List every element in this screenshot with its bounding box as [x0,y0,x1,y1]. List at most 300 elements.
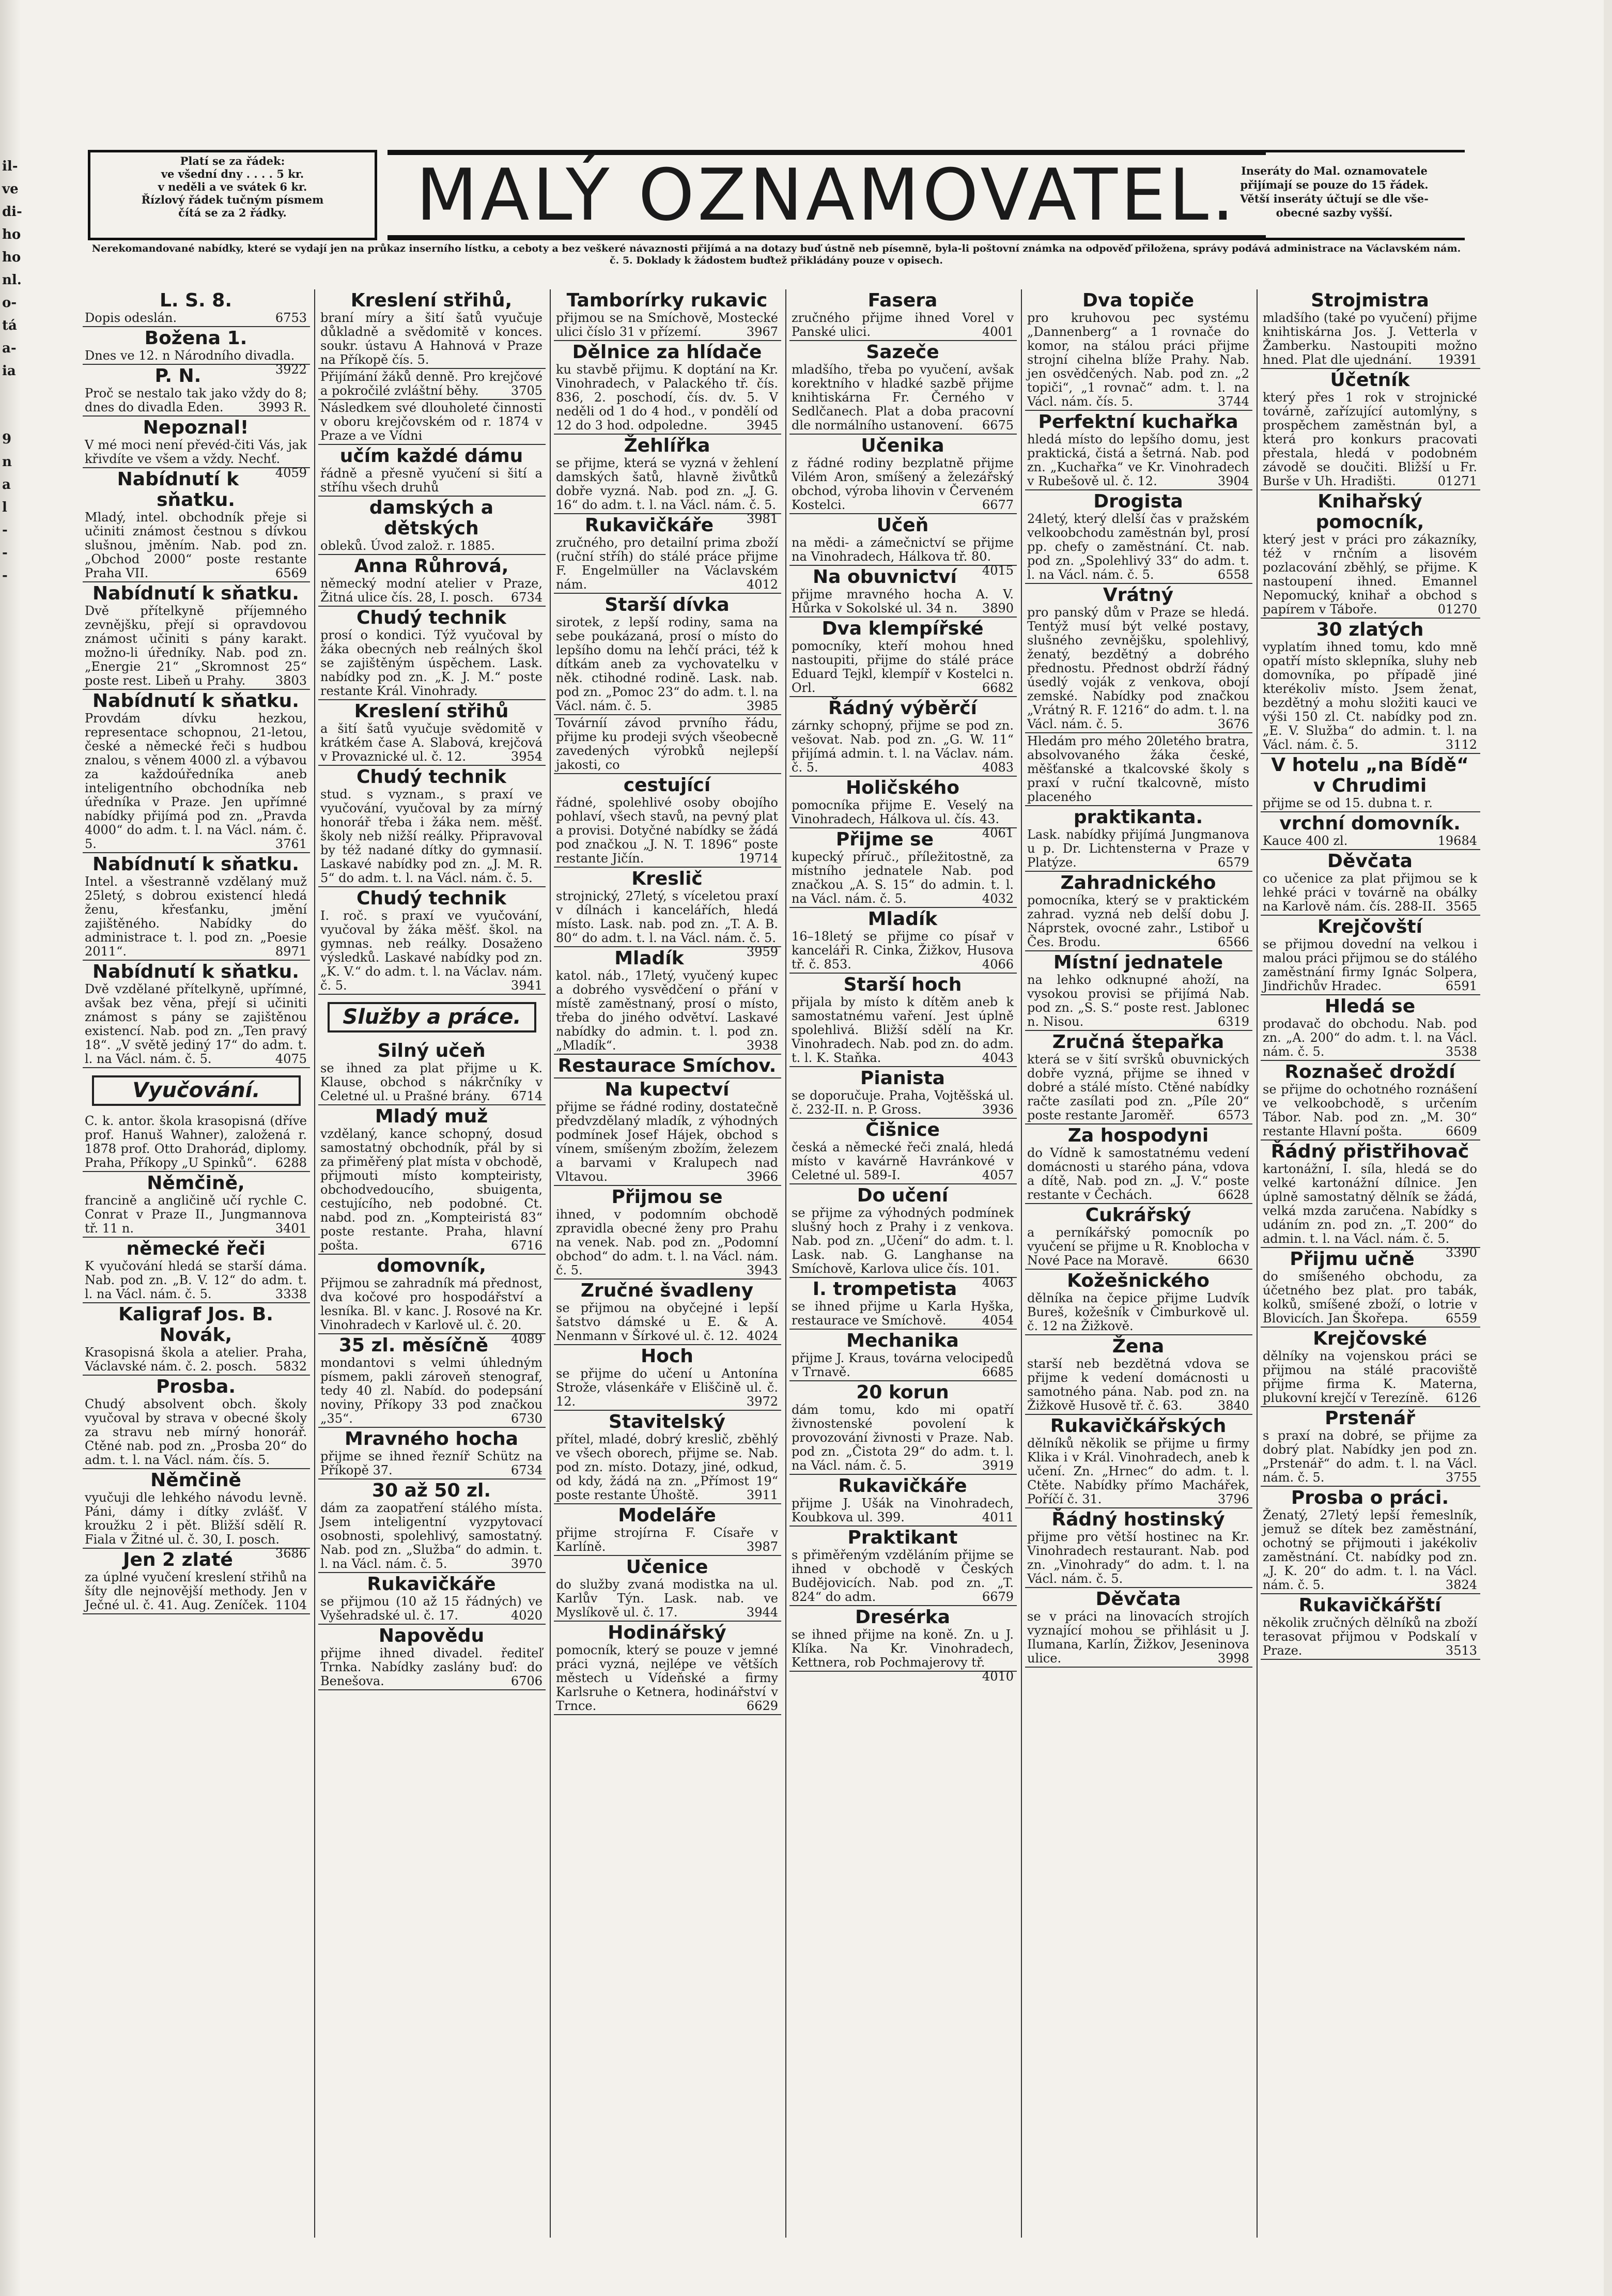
ad-body [556,311,778,339]
ad-number: 6559 [1445,1311,1477,1326]
ad-body [556,1578,778,1620]
column-rule [314,289,315,2238]
classified-ad [318,497,546,555]
ad-body [1263,311,1477,367]
ad-headline: Kaligraf Jos. B. Novák, [118,1304,273,1346]
ad-body [1027,512,1249,582]
ad-headline: Drogista [1093,491,1183,512]
ad-text: Přijímání žáků denně. Pro krejčové a pokročilé zvláštní běhy. [320,369,542,398]
ad-headline: vrchní domovník. [1279,813,1461,834]
ad-number: 3890 [982,601,1014,615]
ad-text: přijmou se na Smíchově, Mostecké ulici číslo 31 v přízemí. [556,311,778,339]
column-rule [785,289,786,2238]
ad-headline: Do učení [857,1185,949,1206]
ad-headline: Němčině [150,1470,241,1491]
ad-body [556,1432,778,1502]
ad-headline: Rukavičkáře [838,1475,967,1497]
ad-headline: Hodinářský [608,1622,726,1643]
ad-text: který jest v práci pro zákazníky, též v rnčním a lisovém pozlacování zběhlý, se přijme. K nastoupení ihned. Emannel Nepomucký, knihař a obchod s papírem v Táboře. [1263,532,1477,617]
ad-body [792,363,1014,433]
classified-ad [789,1527,1017,1606]
margin-fragment: tá [2,318,17,333]
ad-headline: Hoch [641,1346,693,1367]
ad-headline: učím každé dámu [339,445,523,467]
ad-headline: Fasera [867,290,938,311]
ad-number: 3686 [275,1546,307,1561]
ad-text: a šití šatů vyučuje svědomitě v krátkém čase A. Slabová, krejčová v Provaznické ul. č. 12. [320,721,542,764]
ad-text: dělníka na čepice přijme Ludvík Bureš, kožešník v Čimburkově ul. č. 12 na Žižkově. [1027,1291,1249,1333]
ad-headline: Anna Růhrová, [354,556,509,577]
ad-text: stud. s vyznam., s praxí ve vyučování, vyučoval by za mírný honorář třeba i žáka nem. měšť. školy neb nižší reálky. Připravoval by též nadané dítky do gymnasií. Laskavé nabídky pod zn. „J. M. R. 5“ do adm. t. l. na Václ. nám. č. 5. [320,787,542,885]
ad-body [320,1646,542,1688]
ad-text: Provdám dívku hezkou, representace schopnou, 21-letou, české a německé řeči s hudbou znalou, s věnem 4000 zl. a výbavou za každoúředníka aneb inteligentního obchodníka neb úředníka v Praze. Jen upřímné nabídky přijímá pod zn. „Pravda 4000“ do adm. t. l. na Václ. nám. č. 5. [85,711,307,851]
ad-number: 3941 [510,978,542,993]
ad-number: 4043 [982,1051,1014,1065]
ad-text: pomocník, který se pouze v jemné práci vyzná, nejlépe ve větších městech u Vídeňské a firmy Karlsruhe o Ketnera, hodinářství v Trnce. [556,1643,778,1713]
ad-text: několik zručných dělníků na zboží terasovat přijmou v Podskalí v Praze. [1263,1615,1477,1658]
ad-text: z řádné rodiny bezplatně přijme Vilém Aron, smíšený a železářský obchod, výroba lihovin v Červeném Kostelci. [792,456,1014,512]
ad-body [320,1356,542,1426]
ad-body [556,615,778,713]
ad-number: 4063 [982,1275,1014,1290]
classified-ad [1261,1328,1480,1407]
ad-body [320,628,542,698]
ad-number: 3938 [746,1038,778,1053]
classified-ad [318,766,546,887]
ad-number: 6706 [510,1674,542,1688]
ad-body [792,1403,1014,1473]
ad-body [85,875,307,959]
ad-headline: Chudý technik [357,766,506,788]
ad-body [792,1351,1014,1379]
ad-text: dám tomu, kdo mi opatří živnostenské povolení k provozování živnosti v Praze. Nab. pod zn. „Čistota 29“ do adm. t. l. na Václ. nám. č. 5. [792,1403,1014,1473]
ad-body [85,438,307,480]
ad-headline: Kreslení střihů, [350,290,513,311]
ad-number: 4061 [982,826,1014,840]
ad-headline: Zručná štepařka [1052,1031,1225,1053]
ad-body [556,363,778,433]
ad-column-3 [554,289,781,2238]
ad-body [85,511,307,580]
ad-number: 3761 [275,837,307,851]
ad-number: 3840 [1217,1398,1249,1413]
ad-text: Dvě přítelkyně příjemného zevnějšku, přejí si opravdovou známost učiniti s pány karakt. možno-li úředníky. Nab. pod zn. „Energie 21“ „Skromnost 25“ poste rest. Libeň u Prahy. [85,604,307,688]
ad-headline: Hledá se [1324,996,1416,1017]
terms-line: přijímají se pouze do 15 řádek. [1240,178,1429,191]
ad-text: Ženatý, 27letý lepší řemeslník, jemuž se dítek bez zaměstnání, ochotný se přijmouti i jakékoliv zaměstnání. Ct. nabídky pod zn. „J. K. 20“ do adm. t. l. na Václ. nám. č. 5. [1263,1508,1477,1592]
classified-ad [1025,806,1252,872]
ad-body [1027,433,1249,488]
margin-snippets [2,155,22,587]
ad-text: přijme strojírna F. Císaře v Karlíně. [556,1525,778,1554]
ad-number: 3705 [510,383,542,398]
margin-fragment: - [2,522,8,538]
ad-text: pomocníky, kteří mohou hned nastoupiti, přijme do stálé práce Eduard Tejkl, klempíř v Kostelci n. Orl. [792,639,1014,695]
classified-ad [1261,369,1480,490]
ad-headline: 30 zlatých [1316,619,1424,640]
ad-body [792,588,1014,615]
classified-ad [83,853,310,961]
classified-ad [83,582,310,690]
classified-ad [83,417,310,480]
ad-number: 6579 [1217,855,1249,870]
classified-ad [1025,1415,1252,1508]
ad-number: 4024 [746,1329,778,1343]
ad-body [1027,1226,1249,1268]
ad-body [85,604,307,688]
ad-text: dám za zaopatření stálého místa. Jsem inteligentní vyzpytovací osobnosti, spolehlivý, samostatný. Nab. pod zn. „Služba“ do admin. t. l. na Václ. nám. č. 5. [320,1501,542,1571]
ad-headline: Učenice [626,1557,708,1578]
ad-headline: Mechanika [846,1330,959,1351]
ad-headline: Nabídnutí k sňatku. [92,583,299,604]
classified-ad [554,341,781,435]
ad-body [320,311,542,367]
ad-number: 3824 [1445,1578,1477,1592]
ad-number: 6753 [275,311,307,325]
ad-body [1263,1508,1477,1592]
ad-body [1263,640,1477,752]
ad-headline: Přijme se [835,829,934,850]
ad-number: 6682 [982,681,1014,695]
ad-body [556,1367,778,1409]
ad-headline: Mladý muž [375,1106,488,1127]
ad-text: hledá místo do lepšího domu, jest praktická, čistá a šetrná. Nab. pod zn. „Kuchařka“ ve Kr. Vinohradech v Rubešově ul. č. 12. [1027,432,1249,488]
ad-number: 01270 [1437,602,1477,617]
ad-text: Přijmou se zahradník má přednost, dva kočové pro hospodářství a lesníka. Bl. v kanc. J. Rosové na Kr. Vinohradech v Karlově ul. č. 20. [320,1276,542,1332]
ad-number: 6609 [1445,1124,1477,1138]
price-line: ve všední dny . . . . 5 kr. [161,167,304,180]
ad-body [556,796,778,866]
ad-number: 3803 [275,673,307,688]
ad-headline: Místní jednatele [1053,952,1223,973]
margin-fragment: - [2,568,8,583]
ad-headline: Stavitelský [608,1411,726,1432]
ad-text: Továrníí závod prvního řádu, přijme ku prodeji svých všeobecně zavedených výrobků nejlepší jakosti, co [556,716,778,772]
ad-headline: Mravného hocha [345,1428,518,1450]
ad-text: 24letý, který dlelší čas v pražském velkoobchodu zaměstnán byl, prosí pp. chefy o zaměstnání. Ct. nab. pod zn. „Spolehlivý 33“ do adm. t. l. na Václ. nám. č. 5. [1027,512,1249,582]
classified-ad [789,341,1017,435]
ad-number: 4066 [982,957,1014,972]
ad-number: 3338 [275,1287,307,1301]
classified-ad [1261,1061,1480,1141]
ad-text: pomocníka přijme E. Veselý na Vinohradech, Hálkova ul. čís. 43. [792,798,1014,826]
ad-number: 3744 [1217,394,1249,409]
ad-number: 4057 [982,1168,1014,1182]
ad-body [320,788,542,885]
classified-ad [789,618,1017,697]
classified-ad [554,1345,781,1411]
ad-body [1027,893,1249,949]
ad-body [556,1526,778,1554]
ad-headline: Rukavičkářští [1298,1595,1442,1616]
ad-body [85,1570,307,1612]
ad-text: která se v šití svršků obuvnických dobře vyzná, přijme se ihned v dobré a stálé místo. Ctěné nabídky račte zasílati pod zn. „Píle 20“ poste restante Jaroměř. [1027,1052,1249,1122]
ad-text: zručného, pro detailní prima zboží (ruční stříh) do stálé práce přijme F. Engelmüller na Václavském nám. [556,535,778,592]
classified-ad [318,369,546,400]
ad-body [320,1450,542,1477]
ad-number: 8971 [275,944,307,959]
margin-fragment: l [2,500,7,515]
ad-headline: Dresérka [855,1607,950,1628]
classified-ad [83,961,310,1068]
ad-text: Následkem své dlouholeté činnosti v oboru krejčovském od r. 1874 v Praze a ve Vídni [320,400,542,443]
margin-fragment: ve [2,181,19,197]
ad-headline: Prosba o práci. [1291,1487,1449,1508]
ad-body [792,850,1014,906]
classified-ad [554,715,781,774]
classified-ad [554,1622,781,1715]
ad-text: se ihned přijme na koně. Zn. u J. Klíka. Na Kr. Vinohradech, Kettnera, rob Pochmajerovy tř. [792,1627,1014,1670]
ad-text: Proč se nestalo tak jako vždy do 8; dnes do divadla Eden. [85,386,307,414]
ad-number: 3904 [1217,474,1249,488]
margin-fragment: a- [2,341,17,356]
ad-text: Hledám pro mého 20letého bratra, absolvovaného žáka české, měšťanské a tkalcovské školy s praxí v ruční tkalcovně, místo placeného [1027,734,1249,804]
ad-headline: Modeláře [618,1505,716,1526]
ad-headline: Dva topiče [1082,290,1194,311]
ad-text: co učenice za plat přijmou se k lehké práci v továrně na obálky na Karlově nám. čís. 288-II. [1263,871,1477,914]
ad-number: 5832 [275,1359,307,1374]
ad-text: starší neb bezdětná vdova se přijme k vedení domácnosti u samotného pána. Nab. pod zn. na Žižkově Husově tř. č. 63. [1027,1357,1249,1413]
ad-body [85,1259,307,1301]
classified-ad [1261,850,1480,916]
classified-ad [1025,411,1252,490]
margin-fragment: nl. [2,272,22,288]
classified-ad [1025,872,1252,951]
ad-body [556,1643,778,1713]
ad-text: Dopis odeslán. [85,311,177,325]
ad-text: do Vídně k samostatnému vedení domácnosti u starého pána, vdova a dítě, Nab. pod zn. „J. V.“ poste restante v Čechách. [1027,1146,1249,1202]
section-heading: Služby a práce. [328,1002,536,1033]
margin-fragment: a [2,477,11,492]
ad-headline: Dva klempířské [822,618,984,639]
ad-headline: Nabídnutí k sňatku. [92,690,299,712]
ad-number: 4001 [982,325,1014,339]
ad-text: se přijmou (10 až 15 řádných) ve Vyšehradské ul. č. 17. [320,1594,542,1623]
classified-ad [1261,1407,1480,1487]
ad-headline: Strojmistra [1311,290,1429,311]
margin-fragment [2,405,18,428]
classified-ad [83,690,310,853]
ad-headline: Prstenář [1325,1408,1415,1429]
ad-text: na mědi- a zámečnictví se přijme na Vinohradech, Hálkova tř. 80. [792,535,1014,564]
ad-headline: Cukrářský [1085,1205,1191,1226]
classified-ad [318,1428,546,1480]
ad-number: 4010 [982,1669,1014,1684]
ad-headline: Zručné švadleny [580,1280,754,1301]
ad-number: 3796 [1217,1492,1249,1506]
ad-body [1027,734,1249,804]
ad-headline: domovník, [377,1255,486,1276]
classified-ad [83,1172,310,1238]
margin-fragment: o- [2,295,17,311]
ad-text: 16–18letý se přijme co písař v kanceláři R. Cinka, Žižkov, Husova tř. č. 853. [792,929,1014,972]
ad-body [85,1346,307,1374]
ad-headline: Žehlířka [624,435,710,456]
column-rule [550,289,551,2238]
classified-ad [1261,754,1480,812]
ad-text: pro panský dům v Praze se hledá. Tentýž musí být velké postavy, slušného zevnějšku, spolehlivý, ženatý, bezdětný a dobrého přednostu. Přednost obdrží řádný úsedlý voják z venkova, obojí zemské. Nabídky pod značkou „Vrátný R. F. 1216“ do adm. t. l. na Václ. nám. č. 5. [1027,605,1249,731]
ad-body [792,456,1014,512]
ad-body [320,1595,542,1623]
ad-text: do smíšeného obchodu, za účetného bez plat. pro tabák, kolků, smíšené zboží, o lotrie v Blovicích. Jan Škořepa. [1263,1269,1477,1326]
ad-number: 6734 [510,1463,542,1477]
ad-number: 6569 [275,566,307,580]
ad-body [792,311,1014,339]
classified-ad [318,1105,546,1255]
ad-number: 3944 [746,1605,778,1620]
ad-text: se doporučuje. Praha, Vojtěšská ul. č. 232-II. n. P. Gross. [792,1088,1014,1117]
ad-headline: damských a dětských [369,497,494,539]
margin-fragment [2,382,18,405]
ad-text: prosí o kondici. Týž vyučoval by žáka obecných neb reálných škol se zajištěným úspěchem. Lask. nabídky pod zn. „K. J. M.“ poste restante Král. Vinohrady. [320,628,542,698]
ad-text: C. k. antor. škola krasopisná (dříve prof. Hanuš Wahner), založená r. 1878 prof. Otto Drahorád, diplomy. Praha, Příkopy „U Spinků“. [85,1114,307,1170]
ad-body [556,1301,778,1343]
ad-number: 6677 [982,498,1014,512]
ad-headline: Němčině, [147,1173,245,1194]
ad-body [1263,1270,1477,1326]
header-note: Nerekomandované nabídky, které se vydají jen na průkaz inserního lístku, a ceboty a bez veškeré návaznosti přijímá a na dotazy buď ústně neb písemně, byla-li poštovní známka na odpověď přiložena, správy podává administrace na Václavském nám. č. 5. Doklady k žádostem buďtež přikládány pouze v opisech. [91,243,1461,266]
ad-text: a perníkářský pomocník po vyučení se přijme u R. Knoblocha v Nové Pace na Moravě. [1027,1225,1249,1268]
classified-ad [1261,812,1480,850]
ad-headline: 20 korun [856,1382,949,1403]
ad-headline: Rukavičkářských [1050,1415,1227,1437]
classified-header [88,150,1465,284]
ad-number: 1104 [275,1598,307,1612]
ad-body [556,969,778,1053]
classified-ad [83,468,310,582]
ad-headline: Starší dívka [605,594,730,615]
classified-ad [1025,733,1252,806]
ad-text: se přijmou na obyčejné i lepší šatstvo dámské u E. & A. Nenmann v Šírkové ul. č. 12. [556,1301,778,1343]
ad-body [556,1100,778,1184]
ad-text: česká a německé řeči znalá, hledá místo v kavárně Havránkové v Celetné ul. 589-I. [792,1140,1014,1182]
classified-ad [1025,584,1252,733]
ad-headline: Žena [1112,1336,1165,1357]
ad-text: přijme se řádné rodiny, dostatečně předvzdělaný mladík, z výhodných podmínek Josef Hájek, obchod s vínem, smíšeným zbožím, železem a barvami v Kralupech nad Vltavou. [556,1100,778,1184]
ad-text: mladšího (také po vyučení) přijme knihtiskárna Jos. J. Vetterla v Žamberku. Nastoupiti možno hned. Plat dle ujednání. [1263,311,1477,367]
ad-text: kupecký příruč., příležitostně, za místního jednatele Nab. pod značkou „A. S. 15“ do admin. t. l. na Václ. nám. č. 5. [792,850,1014,906]
ad-number: 01271 [1437,474,1477,488]
terms-line: obecné sazby vyšší. [1276,206,1393,219]
ad-text: mladšího, třeba po vyučení, avšak korektního v hladké sazbě přijme knihtiskárna Fr. Černého v Sedlčanech. Plat a doba pracovní dle normálního ustanovení. [792,362,1014,433]
ad-body [792,639,1014,695]
ad-body [320,370,542,398]
ad-body [556,536,778,592]
ad-body [1027,1291,1249,1333]
ad-text: přijme J. Kraus, továrna velocipedů v Trnavě. [792,1351,1014,1379]
ad-number: 3919 [982,1458,1014,1473]
classified-ad [1261,619,1480,754]
ad-text: s přiměřeným vzděláním přijme se ihned v obchodě v Českých Budějovicích. Nab. pod zn. „T. 824“ do adm. [792,1548,1014,1604]
ad-headline: P. N. [154,365,202,387]
ad-text: přijala by místo k dítěm aneb k samostatnému vaření. Jest úplně spolehlivá. Bližší sdělí na Kr. Vinohradech. Nab. pod zn. do adm. t. l. K. Staňka. [792,995,1014,1065]
ad-column-1 [83,289,310,2238]
price-line: čítá se za 2 řádky. [178,206,287,219]
terms-line: Inseráty do Mal. oznamovatele [1241,164,1428,177]
ad-number: 6679 [982,1590,1014,1604]
ad-headline: Nabídnutí k sňatku. [92,961,299,982]
ad-number: 4075 [275,1052,307,1066]
classified-ad [83,1238,310,1303]
ad-number: 6730 [510,1411,542,1426]
ad-headline: Napovědu [378,1625,485,1646]
classified-ad [1025,1204,1252,1270]
ad-headline: Řádný přistřihovač [1270,1141,1469,1162]
price-box [88,150,377,240]
ad-number: 4011 [982,1510,1014,1524]
ad-number: 6319 [1217,1014,1249,1029]
ad-text: I. roč. s praxí ve vyučování, vyučoval by žáka měšť. škol. na gymnas. neb reálky. Dosaženo výsledků. Laskavé nabídky pod zn. „K. V.“ do adm. t. l. na Václav. nám. č. 5. [320,908,542,993]
price-line: v neděli a ve svátek 6 kr. [158,180,307,193]
ad-headline: německé řeči [126,1238,266,1259]
ad-body [85,712,307,851]
ad-body [85,387,307,414]
ad-text: ku stavbě přijmu. K doptání na Kr. Vinohradech, v Palackého tř. čís. 836, 2. poschodí, čís. dv. 5. V neděli od 1 do 4 hod., v pondělí od 12 do 3 hod. odpoledne. [556,362,778,433]
ad-headline: I. trompetista [812,1278,957,1300]
classified-ad [554,1504,781,1556]
ad-number: 6566 [1217,935,1249,949]
price-line: Řízlový řádek tučným písmem [141,193,324,206]
ad-headline: Mladík [614,948,684,969]
classified-ad [1025,490,1252,584]
margin-fragment: ho [2,227,21,242]
ad-body [1027,1437,1249,1506]
ad-body [1263,796,1477,810]
ad-number: 19391 [1437,352,1477,367]
ad-text: ihned, v podomním obchodě zpravidla obecné ženy pro Prahu na venek. Nab. pod zn. „Podomní obchod“ do adm. t. l. na Václ. nám. č. 5. [556,1207,778,1277]
classified-ad [789,1606,1017,1684]
classified-ad [318,1040,546,1105]
classified-ad [554,289,781,341]
ad-text: přijme ihned divadel. řediteľ Trnka. Nabídky zaslány buď: do Benešova. [320,1646,542,1688]
classified-ad [1025,1270,1252,1335]
classified-ad [554,1556,781,1622]
ad-text: přijme J. Ušák na Vinohradech, Koubkova ul. 399. [792,1496,1014,1524]
ad-text: se v práci na linovacích strojích vyznající mohou se přihlásit u J. Ilumana, Karlín, Žižkov, Jeseninova ulice. [1027,1609,1249,1666]
ad-headline: Děvčata [1327,851,1413,872]
ad-number: 3966 [746,1169,778,1184]
classified-ad [318,607,546,700]
ad-text: se ihned přijme u Karla Hyška, restaurace ve Smíchově. [792,1299,1014,1328]
ad-headline: Kreslení střihů [354,701,509,722]
ad-column-4 [789,289,1017,2238]
classified-ad [789,1067,1017,1119]
ad-number: 6685 [982,1365,1014,1379]
column-rule [1257,289,1258,2238]
classified-ad [1025,1124,1252,1204]
margin-fragment: - [2,545,8,561]
ad-body [320,909,542,993]
ad-text: německý modní atelier v Praze, Žitná ulice čís. 28, I. posch. [320,576,542,605]
ad-number: 4054 [982,1313,1014,1328]
ad-text: Krasopisná škola a atelier. Praha, Václavské nám. č. 2. posch. [85,1345,307,1374]
ad-text: strojnický, 27letý, s víceletou praxí v dílnách i kancelářích, hledá místo. Lask. nab. pod zn. „T. A. B. 80“ do adm. t. l. na Václ. nám. č. 5. [556,889,778,945]
ad-number: 3998 [1217,1651,1249,1666]
ad-number: 6630 [1217,1253,1249,1268]
ad-number: 3981 [746,512,778,526]
ad-number: 19714 [738,851,778,866]
ad-text: řádné, spolehlivé osoby obojího pohlaví, všech stavů, na pevný plat a provisi. Dotyčné nabídky se žádá pod značkou „J. N. T. 1896“ poste restante Jičín. [556,795,778,866]
ad-number: 3401 [275,1221,307,1236]
ad-text: braní míry a šití šatů vyučuje důkladně a svědomitě v konces. soukr. ústavu A Hahnová v Praze na Příkopě čís. 5. [320,311,542,367]
classified-ad [554,594,781,715]
ad-headline: Chudý technik [357,888,506,909]
classified-ad [318,887,546,995]
margin-fragment: 9 [2,432,12,447]
classified-ad [789,828,1017,908]
ad-number: 6591 [1445,979,1477,993]
classified-ad [1261,1594,1480,1660]
